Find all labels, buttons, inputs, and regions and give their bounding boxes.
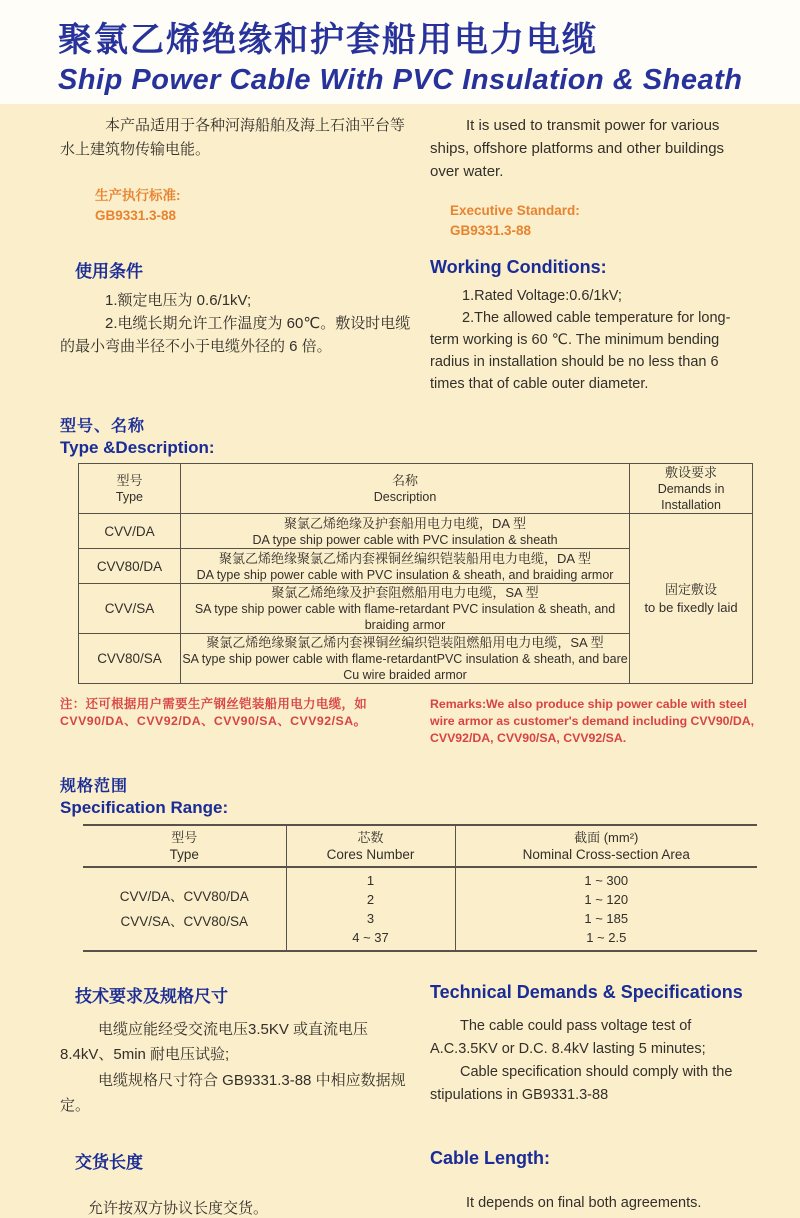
working-conditions-section bbox=[60, 257, 756, 395]
technical-heading-en: Technical Demands & Specifications bbox=[430, 982, 743, 1002]
cores-cell bbox=[286, 867, 455, 951]
area-value: 1 ~ 2.5 bbox=[586, 930, 627, 945]
column-header-area bbox=[455, 825, 757, 867]
type-cell: CVV80/SA bbox=[79, 634, 181, 684]
intro-column-en bbox=[430, 114, 756, 241]
working-conditions-list-en bbox=[430, 285, 756, 395]
description-cell bbox=[180, 634, 629, 684]
type-cell: CVV80/DA bbox=[79, 549, 181, 584]
column-header-type-en: Type bbox=[169, 846, 199, 862]
description-en: DA type ship power cable with PVC insulation & sheath, and braiding armor bbox=[196, 567, 614, 582]
cores-value: 1 bbox=[366, 873, 375, 888]
cores-value: 3 bbox=[366, 911, 375, 926]
column-header-demands-en: Demands in bbox=[657, 482, 725, 496]
technical-paragraph-en: Cable specification should comply with the stipulations in GB9331.3-88 bbox=[430, 1064, 733, 1103]
cable-length-heading-en: Cable Length: bbox=[430, 1148, 550, 1168]
notes-section bbox=[60, 696, 756, 747]
type-cell: CVV/SA bbox=[79, 584, 181, 634]
area-value: 1 ~ 185 bbox=[584, 911, 629, 926]
description-cell bbox=[180, 514, 629, 549]
column-header-type-zh: 型号 bbox=[171, 829, 198, 845]
demands-en: to be fixedly laid bbox=[644, 599, 738, 615]
working-conditions-zh bbox=[60, 257, 416, 395]
cores-value: 2 bbox=[366, 892, 375, 907]
column-header-demands-zh: 敷设要求 bbox=[665, 465, 718, 480]
executive-standard-en bbox=[450, 201, 756, 241]
technical-section bbox=[60, 982, 756, 1118]
specification-range-heading bbox=[60, 773, 756, 818]
intro-section bbox=[60, 114, 756, 241]
page-title-en: Ship Power Cable With PVC Insulation & Sheath bbox=[58, 64, 743, 96]
production-standard-zh bbox=[95, 186, 416, 226]
technical-heading-zh: 技术要求及规格尺寸 bbox=[75, 987, 228, 1006]
working-conditions-heading-zh: 使用条件 bbox=[75, 262, 143, 281]
description-zh: 聚氯乙烯绝缘聚氯乙烯内套裸铜丝编织铠装船用电力电缆，DA 型 bbox=[219, 550, 591, 566]
column-header-cores bbox=[286, 825, 455, 867]
area-cell bbox=[455, 867, 757, 951]
technical-paragraph-zh: 电缆规格尺寸符合 GB9331.3-88 中相应数据规定。 bbox=[60, 1072, 406, 1114]
type-description-heading-zh: 型号、名称 bbox=[60, 418, 146, 435]
intro-column-zh bbox=[60, 114, 416, 241]
demands-cell bbox=[630, 514, 753, 684]
demands-zh: 固定敷设 bbox=[665, 581, 718, 597]
area-value: 1 ~ 120 bbox=[584, 892, 629, 907]
page-body bbox=[0, 114, 800, 1218]
intro-paragraph-en: It is used to transmit power for various ships, offshore platforms and other buildings over water. bbox=[430, 117, 725, 180]
cable-length-paragraph-en: It depends on final both agreements. bbox=[466, 1195, 702, 1211]
area-value: 1 ~ 300 bbox=[584, 873, 629, 888]
working-conditions-list-zh bbox=[60, 289, 416, 358]
page-title-zh: 聚氯乙烯绝缘和护套船用电力电缆 bbox=[58, 21, 598, 59]
column-header-description-zh: 名称 bbox=[392, 473, 419, 488]
type-line: CVV/SA、CVV80/SA bbox=[120, 914, 249, 929]
cable-length-heading-zh: 交货长度 bbox=[75, 1153, 143, 1172]
column-header-demands-en: Installation bbox=[661, 498, 721, 512]
type-line: CVV/DA、CVV80/DA bbox=[119, 889, 249, 904]
description-cell bbox=[180, 584, 629, 634]
production-standard-value-zh: GB9331.3-88 bbox=[95, 208, 177, 223]
note-en: Remarks:We also produce ship power cable with steel wire armor as customer's demand including CVV90/DA, CVV92/DA, CVV90/SA, CVV92/SA. bbox=[430, 697, 755, 745]
table-header-row bbox=[79, 464, 753, 514]
column-header-type bbox=[83, 825, 286, 867]
specification-range-heading-en: Specification Range: bbox=[60, 798, 229, 817]
column-header-description bbox=[180, 464, 629, 514]
specification-range-heading-zh: 规格范围 bbox=[60, 778, 129, 795]
technical-paragraph-zh: 电缆应能经受交流电压3.5KV 或直流电压8.4kV、5min 耐电压试验; bbox=[60, 1021, 369, 1063]
column-header-description-en: Description bbox=[373, 490, 437, 504]
specification-range-table bbox=[83, 824, 757, 952]
intro-paragraph-zh: 本产品适用于各种河海船舶及海上石油平台等水上建筑物传输电能。 bbox=[60, 117, 406, 158]
column-header-demands bbox=[630, 464, 753, 514]
note-zh: 注：还可根据用户需要生产钢丝铠装船用电力电缆，如 CVV90/DA、CVV92/DA、CVV90/SA、CVV92/SA。 bbox=[60, 697, 368, 728]
description-en: DA type ship power cable with PVC insulation & sheath bbox=[252, 532, 558, 547]
column-header-area-en: Nominal Cross-section Area bbox=[522, 846, 690, 862]
column-header-type-en: Type bbox=[115, 490, 144, 504]
table-body-row bbox=[83, 867, 757, 951]
production-standard-label-zh: 生产执行标准: bbox=[95, 188, 181, 203]
description-zh: 聚氯乙烯绝缘及护套阻燃船用电力电缆，SA 型 bbox=[271, 585, 539, 600]
type-description-table bbox=[78, 463, 753, 684]
working-condition-item-en: 2.The allowed cable temperature for long-term working is 60 ℃. The minimum bending radius in installation should be no less than 6 times that of cable outer diameter. bbox=[430, 310, 731, 392]
type-description-heading-en: Type &Description: bbox=[60, 438, 215, 457]
executive-standard-label: Executive Standard: bbox=[450, 203, 580, 218]
working-condition-item-zh: 1.额定电压为 0.6/1kV; bbox=[105, 292, 252, 309]
working-condition-item-zh: 2.电缆长期允许工作温度为 60℃。敷设时电缆的最小弯曲半径不小于电缆外径的 6 倍。 bbox=[60, 315, 411, 355]
column-header-type-zh: 型号 bbox=[116, 473, 143, 488]
technical-en bbox=[430, 982, 756, 1118]
working-conditions-heading-en: Working Conditions: bbox=[430, 257, 607, 277]
type-cell bbox=[83, 867, 286, 951]
column-header-cores-en: Cores Number bbox=[326, 846, 415, 862]
working-condition-item-en: 1.Rated Voltage:0.6/1kV; bbox=[462, 288, 622, 304]
cable-length-zh bbox=[60, 1148, 416, 1218]
type-cell: CVV/DA bbox=[79, 514, 181, 549]
column-header-area-zh: 截面 (mm²) bbox=[574, 829, 639, 845]
description-en: SA type ship power cable with flame-retardant PVC insulation & sheath, and braiding armor bbox=[194, 602, 616, 632]
cable-length-en bbox=[430, 1148, 756, 1218]
cores-value: 4 ~ 37 bbox=[352, 930, 389, 945]
table-row bbox=[79, 514, 753, 549]
column-header-cores-zh: 芯数 bbox=[357, 829, 384, 845]
description-en: SA type ship power cable with flame-retardantPVC insulation & sheath, and bare Cu wire braided armor bbox=[182, 652, 628, 682]
technical-paragraph-en: The cable could pass voltage test of A.C.3.5KV or D.C. 8.4kV lasting 5 minutes; bbox=[430, 1018, 706, 1057]
table-header-row bbox=[83, 825, 757, 867]
column-header-type bbox=[79, 464, 181, 514]
cable-length-section bbox=[60, 1148, 756, 1218]
working-conditions-en bbox=[430, 257, 756, 395]
description-zh: 聚氯乙烯绝缘及护套船用电力电缆，DA 型 bbox=[284, 515, 526, 531]
description-cell bbox=[180, 549, 629, 584]
page-header bbox=[0, 0, 800, 104]
executive-standard-value: GB9331.3-88 bbox=[450, 223, 532, 238]
cable-length-paragraph-zh: 允许按双方协议长度交货。 bbox=[88, 1200, 269, 1217]
technical-zh bbox=[60, 982, 416, 1118]
description-zh: 聚氯乙烯绝缘聚氯乙烯内套裸铜丝编织铠装阻燃船用电力电缆，SA 型 bbox=[206, 635, 604, 650]
type-description-heading bbox=[60, 413, 756, 458]
